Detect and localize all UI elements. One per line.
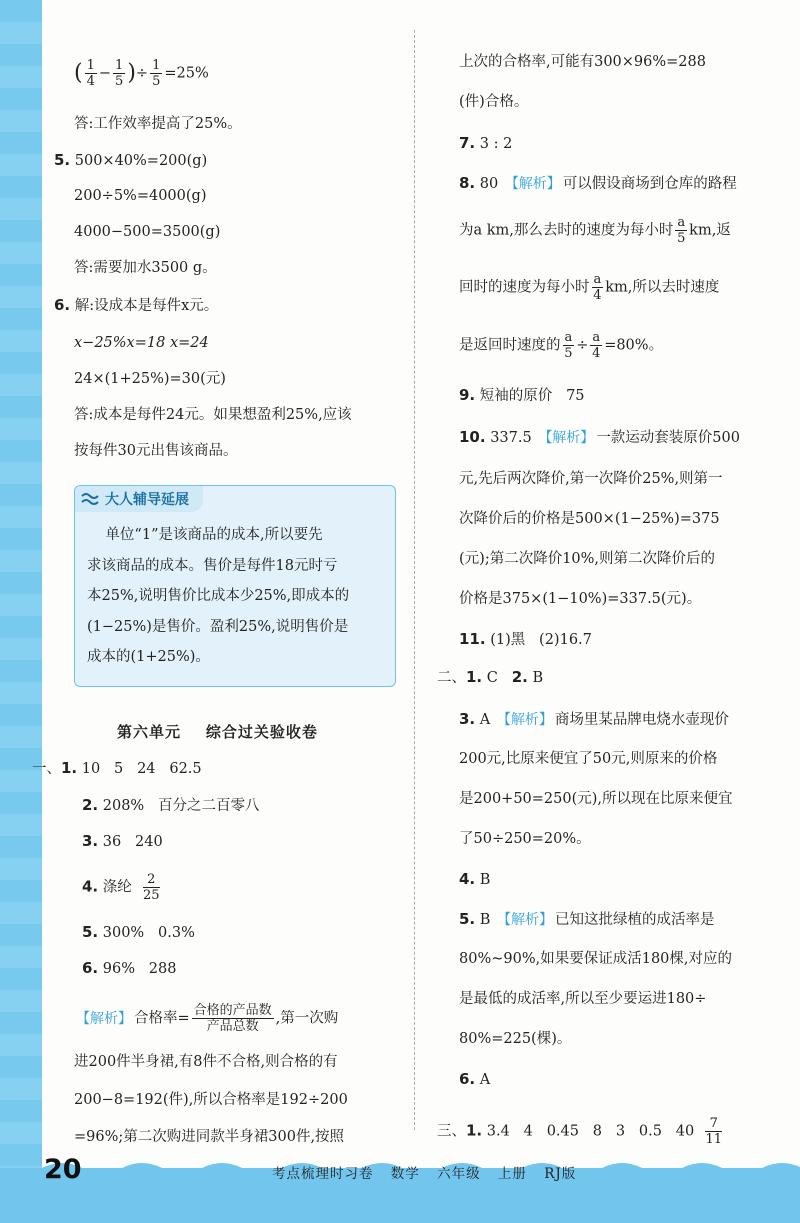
q6-answer: 按每件30元出售该商品。 [74, 443, 238, 459]
b5-line: 80%=225(棵)。 [459, 1031, 572, 1047]
answer-line: 答:工作效率提高了25%。 [74, 116, 242, 132]
q6-analysis-line: 200−8=192(件),所以合格率是192÷200 [74, 1092, 348, 1108]
q6-analysis-line: 进200件半身裙,有8件不合格,则合格的有 [74, 1054, 338, 1070]
box-line: 求该商品的成本。售价是每件18元时亏 [87, 557, 338, 574]
part-2-q5: 5. B 【解析】 已知这批绿植的成活率是 [459, 910, 715, 928]
q6-answer: 答:成本是每件24元。如果想盈利25%,应该 [74, 407, 352, 423]
part-1-q1: 一、1. 10 5 24 62.5 [32, 759, 202, 777]
question-5: 5. 500×40%=200(g) [54, 151, 208, 169]
tutor-extension-box [74, 485, 396, 687]
page-number: 20 [44, 1154, 82, 1185]
footer-volume: 上册 [497, 1166, 527, 1182]
footer-book-title: 考点梳理时习卷 [272, 1166, 374, 1182]
part-2-q3: 3. A 【解析】 商场里某品牌电烧水壶现价 [459, 710, 729, 728]
b5-line: 是最低的成活率,所以至少要运进180÷ [459, 991, 707, 1007]
b3-line: 了50÷250=20%。 [459, 831, 591, 847]
q5-answer: 答:需要加水3500 g。 [74, 260, 217, 276]
b3-line: 是200+50=250(元),所以现在比原来便宜 [459, 791, 733, 807]
part-1-q4: 4. 涤纶 $\frac{2}{25}$ [82, 872, 160, 903]
q10-line: 元,先后两次降价,第一次降价25%,则第一 [459, 471, 723, 487]
r-line: (件)合格。 [459, 94, 529, 110]
part-3-q1: 三、1. 3.4 4 0.45 8 3 0.5 40 $\frac{7}{11}$ [437, 1116, 723, 1147]
footer-grade: 六年级 [437, 1166, 481, 1182]
box-line: (1−25%)是售价。盈利25%,说明售价是 [87, 618, 349, 635]
b3-line: 200元,比原来便宜了50元,则原来的价格 [459, 751, 718, 767]
q10-line: 次降价后的价格是500×(1−25%)=375 [459, 511, 720, 527]
box-line: 单位“1”是该商品的成本,所以要先 [87, 527, 323, 543]
question-8: 8. 80 【解析】 可以假设商场到仓库的路程 [459, 174, 737, 192]
q10-line: (元);第二次降价10%,则第二次降价后的 [459, 551, 716, 567]
b5-line: 80%~90%,如果要保证成活180棵,对应的 [459, 951, 732, 967]
footer-edition: RJ版 [544, 1166, 577, 1182]
question-9: 9. 短袖的原价 75 [459, 386, 585, 404]
column-divider [414, 30, 415, 1130]
question-10: 10. 337.5 【解析】 一款运动套装原价500 [459, 428, 740, 446]
section-title: 第六单元 综合过关验收卷 [117, 723, 318, 741]
wave-icon [81, 492, 101, 506]
q6-line: 24×(1+25%)=30(元) [74, 371, 226, 387]
q10-line: 价格是375×(1−10%)=337.5(元)。 [459, 591, 702, 607]
analysis-tag: 【解析】 [496, 712, 553, 728]
footer-info [272, 1162, 588, 1182]
r-line: 上次的合格率,可能有300×96%=288 [459, 54, 706, 70]
part-1-q2: 2. 208% 百分之二百零八 [82, 796, 260, 814]
box-line: 成本的(1+25%)。 [87, 649, 210, 665]
q6-line: x−25%x=18 x=24 [74, 335, 209, 351]
q5-line: 200÷5%=4000(g) [74, 188, 207, 204]
q8-line: 为a km,那么去时的速度为每小时 $\frac{a}{5}$ km,返 [459, 215, 731, 246]
fraction-equation: ( $\frac{1}{4}$ − $\frac{1}{5}$ )÷ $\frac{1}{5}$ =25% [74, 58, 209, 89]
q8-line: 回时的速度为每小时 $\frac{a}{4}$ km,所以去时速度 [459, 272, 720, 303]
analysis-tag: 【解析】 [538, 430, 595, 446]
question-11: 11. (1)黑 (2)16.7 [459, 630, 592, 648]
part-2-q6: 6. A [459, 1070, 491, 1088]
footer-subject: 数学 [390, 1166, 420, 1182]
q6-analysis-line: =96%;第二次购进同款半身裙300件,按照 [74, 1129, 345, 1145]
analysis-tag: 【解析】 [497, 912, 554, 928]
question-7: 7. 3 : 2 [459, 134, 513, 152]
q8-line: 是返回时速度的 $\frac{a}{5}$ ÷ $\frac{a}{4}$ =80%。 [459, 330, 664, 361]
part-1-q6: 6. 96% 288 [82, 959, 177, 977]
q6-analysis: 【解析】 合格率= $\frac{\text{合格的产品数}}{\text{产品总数}}$ ,第一次购 [76, 1003, 339, 1034]
side-strip [0, 0, 42, 1223]
part-1-q5: 5. 300% 0.3% [82, 923, 195, 941]
part-2-q4: 4. B [459, 870, 491, 888]
tutor-extension-body [87, 520, 387, 673]
analysis-tag: 【解析】 [76, 1010, 132, 1027]
tutor-extension-header [75, 486, 203, 512]
analysis-tag: 【解析】 [504, 176, 561, 192]
part-1-q3: 3. 36 240 [82, 832, 163, 850]
tutor-extension-title: 大人辅导延展 [105, 492, 189, 508]
box-line: 本25%,说明售价比成本少25%,即成本的 [87, 588, 350, 604]
q5-line: 4000−500=3500(g) [74, 224, 221, 240]
part-2-q1-q2: 二、1. C 2. B [437, 668, 544, 686]
question-6: 6. 解:设成本是每件x元。 [54, 296, 219, 314]
